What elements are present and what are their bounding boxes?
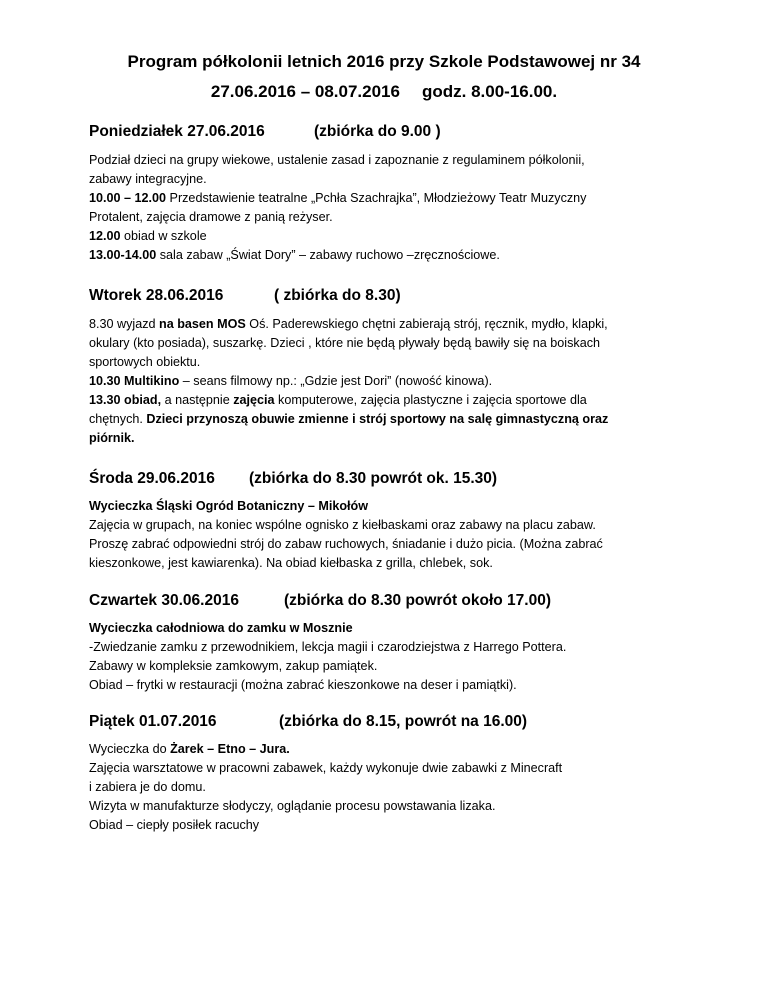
- day-heading: [89, 713, 528, 731]
- bold-text: Wycieczka Śląski Ogród Botaniczny – Mikołów: [89, 499, 369, 513]
- text: Obiad – ciepły posiłek racuchy: [89, 818, 260, 832]
- bold-text: Wycieczka całodniowa do zamku w Mosznie: [89, 621, 353, 635]
- description-line: [89, 517, 596, 533]
- day-heading: [89, 470, 498, 488]
- text: – seans filmowy np.: „Gdzie jest Dori” (nowość kinowa).: [179, 374, 493, 388]
- meeting-time-note: (zbiórka do 9.00 ): [314, 123, 441, 140]
- day-date: Wtorek 28.06.2016: [89, 287, 224, 304]
- bold-text: zajęcia: [233, 393, 275, 407]
- day-date: Piątek 01.07.2016: [89, 713, 217, 730]
- bold-text: 10.00 – 12.00: [89, 191, 167, 205]
- description-line: [89, 779, 206, 795]
- text: sportowych obiektu.: [89, 355, 201, 369]
- text: chętnych.: [89, 412, 147, 426]
- description-line: [89, 228, 207, 244]
- text: sala zabaw „Świat Dory” – zabawy ruchowo –zręcznościowe.: [156, 248, 500, 262]
- description-line: [89, 677, 517, 693]
- description-line: [89, 498, 368, 514]
- text: Protalent, zajęcia dramowe z panią reżyser.: [89, 210, 333, 224]
- meeting-time-note: (zbiórka do 8.15, powrót na 16.00): [279, 713, 528, 730]
- bold-text: 13.00-14.00: [89, 248, 157, 262]
- text: -Zwiedzanie zamku z przewodnikiem, lekcja magii i czarodziejstwa z Harrego Pottera.: [89, 640, 567, 654]
- bold-text: 10.30 Multikino: [89, 374, 180, 388]
- description-line: [89, 209, 333, 225]
- day-heading: [89, 592, 551, 610]
- text: Zajęcia w grupach, na koniec wspólne ognisko z kiełbaskami oraz zabawy na placu zabaw.: [89, 518, 596, 532]
- bold-text: Dzieci przynoszą obuwie zmienne i strój sportowy na salę gimnastyczną oraz: [146, 412, 609, 426]
- bold-text: 12.00: [89, 229, 121, 243]
- meeting-time-note: ( zbiórka do 8.30): [274, 287, 401, 304]
- description-line: [89, 430, 134, 446]
- description-line: [89, 817, 259, 833]
- description-line: [89, 247, 500, 263]
- day-date: Środa 29.06.2016: [89, 470, 215, 487]
- text: Podział dzieci na grupy wiekowe, ustalenie zasad i zapoznanie z regulaminem półkolonii,: [89, 153, 585, 167]
- bold-text: 13.30 obiad,: [89, 393, 162, 407]
- description-line: [89, 354, 200, 370]
- description-line: [89, 373, 492, 389]
- text: Proszę zabrać odpowiedni strój do zabaw ruchowych, śniadanie i dużo picia. (Można zabrać: [89, 537, 603, 551]
- description-line: [89, 536, 603, 552]
- description-line: [89, 152, 585, 168]
- bold-text: na basen MOS: [159, 317, 246, 331]
- description-line: [89, 411, 608, 427]
- meeting-time-note: (zbiórka do 8.30 powrót około 17.00): [284, 592, 551, 609]
- description-line: [89, 620, 353, 636]
- description-line: [89, 392, 587, 408]
- day-heading: [89, 123, 441, 141]
- text: Przedstawienie teatralne „Pchła Szachrajka”, Młodzieżowy Teatr Muzyczny: [166, 191, 587, 205]
- text: Obiad – frytki w restauracji (można zabrać kieszonkowe na deser i pamiątki).: [89, 678, 517, 692]
- page-subtitle: [0, 82, 768, 102]
- description-line: [89, 760, 562, 776]
- text: obiad w szkole: [120, 229, 207, 243]
- text: 8.30 wyjazd: [89, 317, 160, 331]
- day-date: Poniedziałek 27.06.2016: [89, 123, 265, 140]
- description-line: [89, 335, 600, 351]
- description-line: [89, 741, 290, 757]
- text: a następnie: [161, 393, 234, 407]
- description-line: [89, 316, 608, 332]
- text: Oś. Paderewskiego chętni zabierają strój, ręcznik, mydło, klapki,: [245, 317, 608, 331]
- text: kieszonkowe, jest kawiarenka). Na obiad kiełbaska z grilla, chlebek, sok.: [89, 556, 493, 570]
- text: Wizyta w manufakturze słodyczy, oglądanie procesu powstawania lizaka.: [89, 799, 496, 813]
- text: Zabawy w kompleksie zamkowym, zakup pamiątek.: [89, 659, 378, 673]
- meeting-time-note: (zbiórka do 8.30 powrót ok. 15.30): [249, 470, 498, 487]
- description-line: [89, 658, 377, 674]
- text: Zajęcia warsztatowe w pracowni zabawek, każdy wykonuje dwie zabawki z Minecraft: [89, 761, 563, 775]
- bold-text: piórnik.: [89, 431, 135, 445]
- day-heading: [89, 287, 401, 305]
- description-line: [89, 171, 207, 187]
- dates-range: 27.06.2016 – 08.07.2016: [210, 82, 400, 101]
- description-line: [89, 190, 586, 206]
- text: komputerowe, zajęcia plastyczne i zajęcia sportowe dla: [274, 393, 587, 407]
- text: zabawy integracyjne.: [89, 172, 207, 186]
- text: i zabiera je do domu.: [89, 780, 206, 794]
- description-line: [89, 555, 493, 571]
- description-line: [89, 639, 566, 655]
- text: Wycieczka do: [89, 742, 171, 756]
- page-title: Program półkolonii letnich 2016 przy Szkole Podstawowej nr 34: [127, 52, 641, 71]
- hours-range: godz. 8.00-16.00.: [421, 82, 558, 101]
- day-date: Czwartek 30.06.2016: [89, 592, 239, 609]
- description-line: [89, 798, 495, 814]
- bold-text: Żarek – Etno – Jura.: [170, 742, 290, 756]
- text: okulary (kto posiada), suszarkę. Dzieci , które nie będą pływały będą bawiły się na boiskach: [89, 336, 600, 350]
